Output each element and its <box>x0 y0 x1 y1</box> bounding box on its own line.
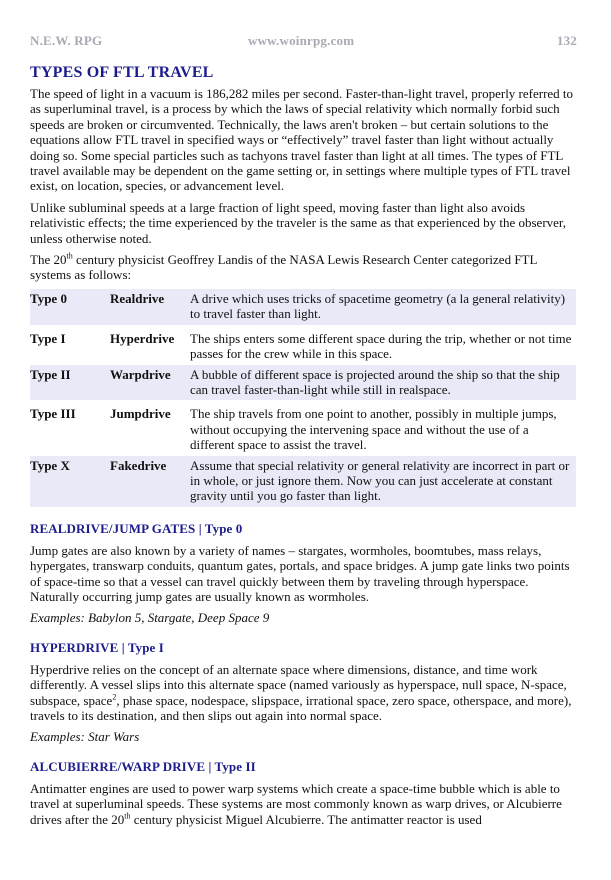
intro-p3-after: century physicist Geoffrey Landis of the NASA Lewis Research Center categorized FTL systems as follows: <box>30 252 537 283</box>
section-examples-hyperdrive: Examples: Star Wars <box>30 729 140 745</box>
warpdrive-body-after: century physicist Miguel Alcubierre. The antimatter reactor is used <box>130 811 482 827</box>
ftl-name-cell: Fakedrive <box>110 456 190 507</box>
ftl-description-cell: The ships enters some different space during the trip, whether or not time passes for the crew while in this space. <box>190 330 572 362</box>
hyperdrive-body-after: , phase space, nodespace, slipspace, irrational space, zero space, otherspace, and more), travels to its destination, and then slips out again into normal space. <box>30 692 572 723</box>
intro-paragraph-1: The speed of light in a vacuum is 186,282 miles per second. Faster-than-light travel, properly referred to as superluminal travel, is a process by which the laws of special relativity which normally forbid such speeds are broken or circumvented. Technically, the laws aren't broken – but certain solutions to the equations allow FTL travel in specified ways or “effectively” travel faster than light without actually doing so. Some special particles such as tachyons travel faster than light at all times. The types of FTL travel available may be dependent on the game setting or, in settings where multiple types of FTL travel exist, on location, species, or advancement level. <box>30 86 574 194</box>
ftl-description-cell: Assume that special relativity or general relativity are incorrect in part or in whole, or just ignore them. Now you can just accelerate at constant gravity until you go faster than light. <box>190 456 576 507</box>
section-body-hyperdrive <box>30 662 578 724</box>
page-title: TYPES OF FTL TRAVEL <box>30 64 214 81</box>
intro-paragraph-2: Unlike subluminal speeds at a large fraction of light speed, moving faster than light also avoids relativistic effects; the time experienced by the traveler is the same as that experienced by the observer, unless otherwise noted. <box>30 199 566 246</box>
intro-paragraph-3 <box>30 252 578 283</box>
ftl-type-cell: Type II <box>30 365 110 401</box>
ftl-description-cell: A bubble of different space is projected around the ship so that the ship can travel faster-than-light while still in realspace. <box>190 365 576 401</box>
intro-p3-superscript: th <box>66 251 73 261</box>
table-row <box>30 289 576 325</box>
hyperdrive-body-before: Hyperdrive relies on the concept of an alternate space where dimensions, distance, and time work differently. A vessel slips into this alternate space (named variously as hyperspace, null space, N-space, subspace, space <box>30 661 567 708</box>
ftl-name-cell: Hyperdrive <box>110 330 175 346</box>
warpdrive-body-superscript: th <box>124 811 131 821</box>
ftl-description-cell: The ship travels from one point to another, possibly in multiple jumps, without occupying the intervening space and without the use of a different space to assist the travel. <box>190 406 557 453</box>
ftl-type-cell: Type 0 <box>30 289 110 325</box>
warpdrive-body-before: Antimatter engines are used to power warp systems which create a space-time bubble which is able to travel at superluminal speeds. These systems are most commonly known as warp drives, or Alcubierre drives after the 20 <box>30 780 562 827</box>
hyperdrive-body-superscript: 2 <box>112 692 117 702</box>
page-content <box>30 64 578 833</box>
table-row <box>30 325 576 365</box>
header-game-title: N.E.W. RPG <box>30 33 103 48</box>
ftl-name-cell: Warpdrive <box>110 365 190 401</box>
section-heading-realdrive: REALDRIVE/JUMP GATES | Type 0 <box>30 520 243 536</box>
section-body-warpdrive <box>30 781 578 827</box>
ftl-name-cell: Realdrive <box>110 289 190 325</box>
header-page-number: 132 <box>556 33 577 48</box>
table-row <box>30 365 576 401</box>
table-row <box>30 456 576 507</box>
header-website: www.woinrpg.com <box>248 33 355 48</box>
ftl-types-table <box>30 289 576 507</box>
ftl-name-cell: Jumpdrive <box>110 406 171 422</box>
section-heading-hyperdrive: HYPERDRIVE | Type I <box>30 639 164 655</box>
ftl-description-cell: A drive which uses tricks of spacetime geometry (a la general relativity) to travel faster than light. <box>190 289 576 325</box>
ftl-type-cell: Type III <box>30 406 76 422</box>
section-body-realdrive: Jump gates are also known by a variety of names – stargates, wormholes, boomtubes, mass relays, hypergates, transwarp conduits, quantum gates, portals, and space bridges. A jump gate links two points of space-time so that a vessel can travel quickly between them by traveling through hyperspace. Naturally occurring jump gates are usually known as wormholes. <box>30 542 570 604</box>
section-examples-realdrive: Examples: Babylon 5, Stargate, Deep Space 9 <box>30 610 270 626</box>
ftl-type-cell: Type X <box>30 456 110 507</box>
table-row <box>30 400 576 455</box>
ftl-type-cell: Type I <box>30 330 66 346</box>
intro-p3-before: The 20 <box>30 252 67 268</box>
page-header <box>30 33 577 51</box>
section-heading-warpdrive: ALCUBIERRE/WARP DRIVE | Type II <box>30 758 256 774</box>
